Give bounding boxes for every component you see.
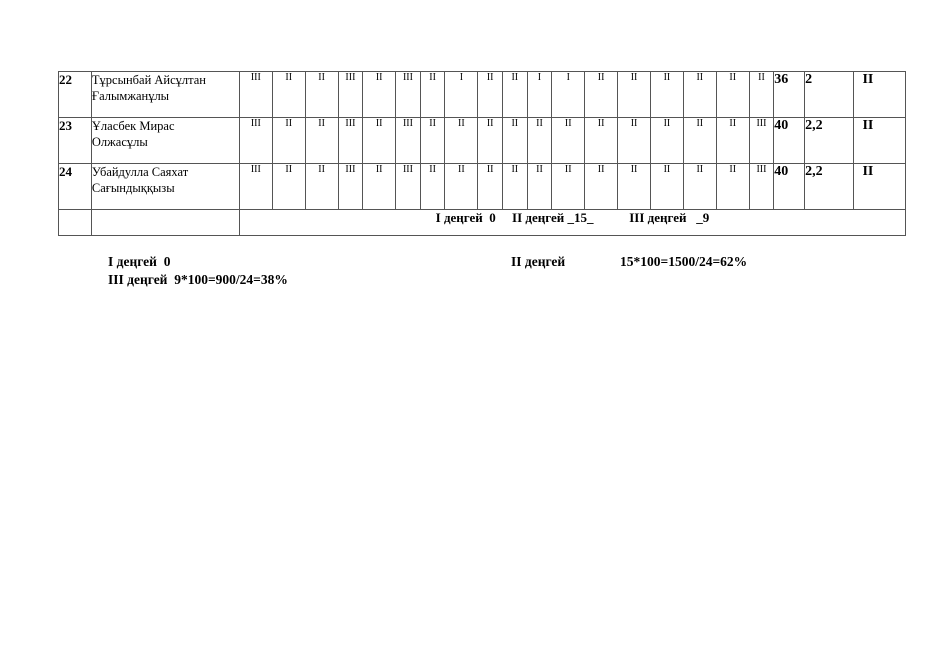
criterion-level: II	[527, 164, 552, 210]
criterion-level: II	[585, 72, 618, 118]
criterion-level: III	[749, 118, 774, 164]
total-score: 40	[774, 118, 805, 164]
criterion-level: II	[502, 164, 527, 210]
criterion-level: III	[239, 164, 272, 210]
row-number: 23	[59, 118, 92, 164]
summary-empty-name	[91, 210, 239, 236]
criterion-level: II	[585, 118, 618, 164]
student-name	[91, 72, 239, 118]
criterion-level: II	[502, 118, 527, 164]
criterion-level: II	[716, 164, 749, 210]
final-level: II	[854, 118, 906, 164]
criterion-level: II	[305, 164, 338, 210]
row-number: 22	[59, 72, 92, 118]
criterion-level: II	[502, 72, 527, 118]
criterion-level: II	[552, 164, 585, 210]
criterion-level: II	[683, 164, 716, 210]
criterion-level: I	[552, 72, 585, 118]
criterion-level: II	[683, 72, 716, 118]
criterion-level: II	[305, 118, 338, 164]
criterion-level: III	[239, 118, 272, 164]
criterion-level: II	[716, 72, 749, 118]
criterion-level: II	[478, 118, 503, 164]
student-name-line: Тұрсынбай Айсұлтан	[91, 73, 206, 87]
criterion-level: III	[749, 164, 774, 210]
criterion-level: II	[478, 72, 503, 118]
criterion-level: III	[396, 72, 421, 118]
final-level: II	[854, 164, 906, 210]
criterion-level: II	[716, 118, 749, 164]
row-number: 24	[59, 164, 92, 210]
criterion-level: II	[445, 118, 478, 164]
criterion-level: III	[338, 164, 363, 210]
criterion-level: III	[396, 164, 421, 210]
student-name-line: Ғалымжанұлы	[91, 89, 170, 103]
total-score: 40	[774, 164, 805, 210]
criterion-level: I	[527, 72, 552, 118]
criterion-level: III	[338, 118, 363, 164]
criterion-level: II	[305, 72, 338, 118]
criterion-level: II	[272, 118, 305, 164]
criterion-level: II	[363, 72, 396, 118]
final-level: II	[854, 72, 906, 118]
criterion-level: III	[239, 72, 272, 118]
student-name	[91, 164, 239, 210]
criterion-level: II	[650, 72, 683, 118]
student-name-line: Убайдулла Саяхат	[91, 165, 189, 179]
note-level-2-calc: 15*100=1500/24=62%	[620, 254, 748, 269]
criterion-level: II	[552, 118, 585, 164]
student-name-line: Ұласбек Мирас	[91, 119, 175, 133]
criterion-level: II	[272, 164, 305, 210]
summary-empty-num	[59, 210, 92, 236]
note-level-3: ІІІ деңгей 9*100=900/24=38%	[108, 272, 288, 287]
criterion-level: II	[420, 118, 445, 164]
average-score: 2,2	[805, 164, 854, 210]
table-row	[59, 164, 906, 210]
criterion-level: II	[749, 72, 774, 118]
criterion-level: II	[618, 118, 651, 164]
total-score: 36	[774, 72, 805, 118]
criterion-level: II	[420, 72, 445, 118]
table-row	[59, 72, 906, 118]
note-level-1: І деңгей 0	[108, 254, 171, 269]
student-name	[91, 118, 239, 164]
table-body	[59, 72, 906, 210]
note-level-2-label: ІІ деңгей	[511, 254, 566, 269]
student-name-line: Сағындыққызы	[91, 181, 175, 195]
table-row	[59, 118, 906, 164]
level-summary: І деңгей 0 ІІ деңгей _15_ ІІІ деңгей _9	[239, 210, 905, 236]
student-name-line: Олжасұлы	[91, 135, 148, 149]
criterion-level: III	[396, 118, 421, 164]
criterion-level: II	[683, 118, 716, 164]
criterion-level: II	[445, 164, 478, 210]
criterion-level: II	[585, 164, 618, 210]
criterion-level: II	[420, 164, 445, 210]
criterion-level: II	[272, 72, 305, 118]
criterion-level: I	[445, 72, 478, 118]
criterion-level: II	[618, 164, 651, 210]
assessment-table	[58, 71, 906, 236]
average-score: 2	[805, 72, 854, 118]
criterion-level: II	[650, 164, 683, 210]
criterion-level: II	[650, 118, 683, 164]
criterion-level: II	[363, 118, 396, 164]
criterion-level: II	[478, 164, 503, 210]
criterion-level: II	[618, 72, 651, 118]
criterion-level: II	[527, 118, 552, 164]
average-score: 2,2	[805, 118, 854, 164]
criterion-level: III	[338, 72, 363, 118]
summary-row	[59, 210, 906, 236]
criterion-level: II	[363, 164, 396, 210]
